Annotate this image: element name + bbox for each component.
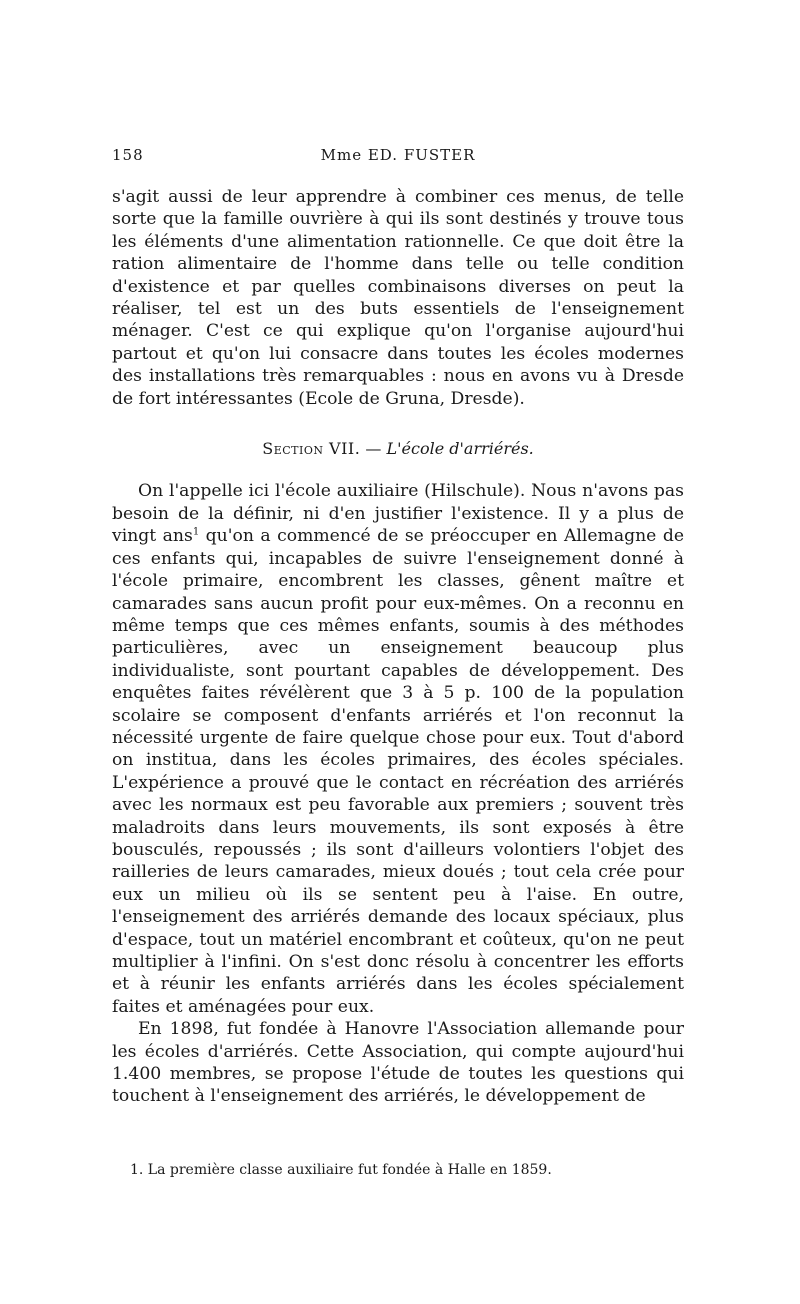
- page-number: 158: [112, 146, 144, 164]
- running-head: Mme ED. FUSTER: [320, 146, 476, 164]
- section-dash: —: [360, 439, 387, 459]
- body-text: [112, 186, 684, 1108]
- paragraph: [112, 480, 684, 1018]
- footnote: 1. La première classe auxiliaire fut fondée à Halle en 1859.: [130, 1162, 552, 1178]
- page-header: [112, 146, 684, 168]
- section-title: L'école d'arriérés.: [386, 439, 534, 459]
- paragraph-text: On l'appelle ici l'école auxiliaire (Hilschule). Nous n'avons pas besoin de la définir, ni d'en justifier l'existence. Il y a plus de vingt ans: [112, 481, 684, 547]
- paragraph: s'agit aussi de leur apprendre à combiner ces menus, de telle sorte que la famille ouvrière à qui ils sont destinés y trouve tous les éléments d'une alimentation rationnelle. Ce que doit être la ration alimentaire de l'homme dans telle ou telle condition d'existence et par quelles combinaisons diverses on peut la réaliser, tel est un des buts essentiels de l'enseignement ménager. C'est ce qui explique qu'on l'organise aujourd'hui partout et qu'on lui consacre dans toutes les écoles modernes des installations très remarquables : nous en avons vu à Dresde de fort intéressantes (Ecole de Gruna, Dresde).: [112, 187, 684, 409]
- paragraph: En 1898, fut fondée à Hanovre l'Association allemande pour les écoles d'arriérés. Cette Association, qui compte aujourd'hui 1.400 membres, se propose l'étude de toutes les questions qui touchent à l'enseignement des arriérés, le développement de: [112, 1019, 684, 1107]
- section-label: Section VII.: [262, 439, 361, 459]
- section-heading: [112, 438, 684, 460]
- footnote-reference: 1: [192, 526, 200, 538]
- paragraph-text: qu'on a commencé de se préoccuper en Allemagne de ces enfants qui, incapables de suivre l'enseignement donné à l'école primaire, encombrent les classes, gênent maître et camarades sans aucun profit pour eux-mêmes. On a reconnu en même temps que ces mêmes enfants, soumis à des méthodes particulières, avec un enseignement beaucoup plus individualiste, sont pourtant capables de développement. Des enquêtes faites révélèrent que 3 à 5 p. 100 de la population scolaire se composent d'enfants arriérés et l'on reconnut la nécessité urgente de faire quelque chose pour eux. Tout d'abord on institua, dans les écoles primaires, des écoles spéciales. L'expérience a prouvé que le contact en récréation des arriérés avec les normaux est peu favorable aux premiers ; souvent très maladroits dans leurs mouvements, ils sont exposés à être bousculés, repoussés ; ils sont d'ailleurs volontiers l'objet des railleries de leurs camarades, mieux doués ; tout cela crée pour eux un milieu où ils se sentent peu à l'aise. En outre, l'enseignement des arriérés demande des locaux spéciaux, plus d'espace, tout un matériel encombrant et coûteux, qu'on ne peut multiplier à l'infini. On s'est donc résolu à concentrer les efforts et à réunir les enfants arriérés dans les écoles spécialement faites et aménagées pour eux.: [112, 526, 684, 1017]
